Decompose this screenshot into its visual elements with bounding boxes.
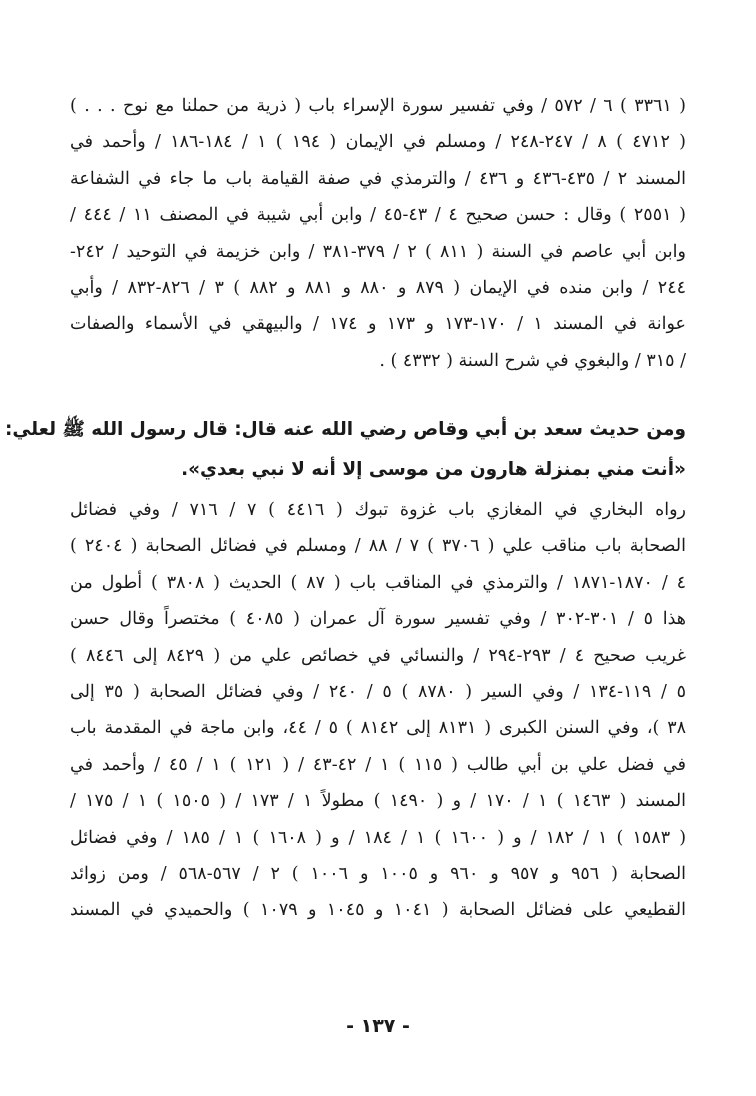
text-line: / ٣١٥ / والبغوي في شرح السنة ( ٤٣٣٢ ) .	[379, 350, 686, 371]
hadith-heading	[5, 410, 686, 490]
text-line: رواه البخاري في المغازي باب غزوة تبوك ( ٤٤١٦ ) ٧ / ٧١٦ / وفي فضائل	[70, 500, 686, 520]
text-line: عوانة في المسند ١ / ١٧٠-١٧٣ و ١٧٣ و ١٧٤ / والبيهقي في الأسماء والصفات	[70, 314, 686, 335]
text-line: غريب صحيح ٤ / ٢٩٣-٢٩٤ / والنسائي في خصائص علي من ( ٨٤٢٩ إلى ٨٤٤٦ )	[70, 645, 686, 666]
text-line: وابن أبي عاصم في السنة ( ٨١١ ) ٢ / ٣٧٩-٣٨١ / وابن خزيمة في التوحيد / ٢٤٢-	[70, 241, 686, 262]
hadith-quote: «أنت مني بمنزلة هارون من موسى إلا أنه لا نبي بعدي».	[181, 459, 686, 480]
text-line: ( ٣٣٦١ ) ٦ / ٥٧٢ / وفي تفسير سورة الإسراء باب ( ذرية من حملنا مع نوح . . . )	[70, 96, 686, 116]
text-line: هذا ٥ / ٣٠١-٣٠٢ / وفي تفسير سورة آل عمران ( ٤٠٨٥ ) مختصراً وقال حسن	[70, 609, 686, 630]
heading-line: ومن حديث سعد بن أبي وقاص رضي الله عنه قال: قال رسول الله ﷺ لعلي:	[5, 419, 686, 440]
text-line: المسند ٢ / ٤٣٥-٤٣٦ و ٤٣٦ / والترمذي في صفة القيامة باب ما جاء في الشفاعة	[70, 168, 686, 189]
text-line: القطيعي على فضائل الصحابة ( ١٠٤١ و ١٠٤٥ و ١٠٧٩ ) والحميدي في المسند	[70, 900, 686, 921]
text-line: ٢٤٤ / وابن منده في الإيمان ( ٨٧٩ و ٨٨٠ و ٨٨١ و ٨٨٢ ) ٣ / ٨٢٦-٨٣٢ / وأبي	[70, 277, 686, 298]
footnote-paragraph-2	[70, 492, 686, 929]
text-line: المسند ( ١٤٦٣ ) ١ / ١٧٠ / و ( ١٤٩٠ ) مطولاً ١ / ١٧٣ / ( ١٥٠٥ ) ١ / ١٧٥ /	[70, 791, 686, 812]
text-line: ( ٢٥٥١ ) وقال : حسن صحيح ٤ / ٤٣-٤٥ / وابن أبي شيبة في المصنف ١١ / ٤٤٤ /	[70, 205, 686, 226]
text-line: الصحابة ( ٩٥٦ و ٩٥٧ و ٩٦٠ و ١٠٠٥ و ١٠٠٦ ) ٢ / ٥٦٧-٥٦٨ / ومن زوائد	[70, 863, 686, 884]
text-line: ٤ / ١٨٧٠-١٨٧١ / والترمذي في المناقب باب ( ٨٧ ) الحديث ( ٣٨٠٨ ) أطول من	[70, 572, 686, 593]
text-line: ( ٤٧١٢ ) ٨ / ٢٤٧-٢٤٨ / ومسلم في الإيمان ( ١٩٤ ) ١ / ١٨٤-١٨٦ / وأحمد في	[70, 132, 686, 153]
text-line: ( ١٥٨٣ ) ١ / ١٨٢ / و ( ١٦٠٠ ) ١ / ١٨٤ / و ( ١٦٠٨ ) ١ / ١٨٥ / وفي فضائل	[70, 827, 686, 848]
text-line: في فضل علي بن أبي طالب ( ١١٥ ) ١ / ٤٢-٤٣ / ( ١٢١ ) ١ / ٤٥ / وأحمد في	[70, 754, 686, 775]
text-line: ٥ / ١١٩-١٣٤ / وفي السير ( ٨٧٨٠ ) ٥ / ٢٤٠ / وفي فضائل الصحابة ( ٣٥ إلى	[70, 681, 686, 702]
page-number: - ١٣٧ -	[346, 1015, 410, 1037]
footnote-paragraph-1	[70, 88, 686, 379]
text-line: الصحابة باب مناقب علي ( ٣٧٠٦ ) ٧ / ٨٨ / ومسلم في فضائل الصحابة ( ٢٤٠٤ )	[70, 536, 686, 557]
text-line: ٣٨ )، وفي السنن الكبرى ( ٨١٣١ إلى ٨١٤٢ ) ٥ / ٤٤، وابن ماجة في المقدمة باب	[70, 718, 686, 739]
